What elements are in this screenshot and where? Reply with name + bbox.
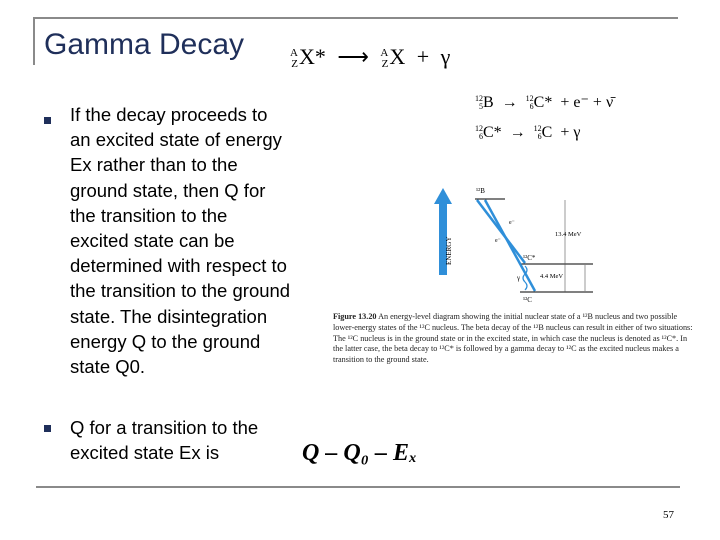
bullet-1-line: energy Q to the ground <box>70 330 261 352</box>
bullet-1-line: ground state, then Q for <box>70 179 266 201</box>
energy-4-4-label: 4.4 MeV <box>540 273 564 280</box>
bullet-marker-2 <box>44 425 51 432</box>
figure-caption <box>333 312 693 366</box>
bullet-text-1 <box>70 102 325 379</box>
energy-13-4-label: 13.4 MeV <box>555 231 582 238</box>
rhs-symbol: X <box>389 44 406 69</box>
bullet-1-line: If the decay proceeds to <box>70 104 268 125</box>
page-number: 57 <box>663 509 674 521</box>
beta-label-1: e⁻ <box>509 220 515 226</box>
rhs-mass: A <box>380 46 389 59</box>
atomic-number: 5 <box>479 102 483 112</box>
nuclide-indices <box>475 95 483 111</box>
nuclide-symbol: C* <box>533 94 553 111</box>
products: + e⁻ + ν̄ <box>560 94 614 111</box>
gamma-label: γ <box>517 274 521 282</box>
rhs-atomic: Z <box>381 57 389 70</box>
bullet-1-line: the transition to the ground <box>70 280 291 302</box>
top-rule <box>33 17 678 19</box>
nuclide-indices <box>534 125 542 141</box>
bullet-1-line: state Q0. <box>70 356 146 378</box>
figure-caption-text: An energy-level diagram showing the initial nuclear state of a ¹²B nucleus and two possible lower-energy states of the ¹²C nucleus. The beta decay of the ¹²B nucleus can result in either of two situations: The ¹²C nucleus is in the ground state or in the excited state, in which case the nucleus is denoted as ¹²C*. In the latter case, the beta decay to ¹²C* is followed by a gamma decay to ¹²C as the excited nucleus makes a transition to the ground state. <box>333 312 693 365</box>
atomic-number: 6 <box>479 132 483 142</box>
nuclide-indices <box>526 95 534 111</box>
nuclide-indices <box>475 125 483 141</box>
gamma-symbol: γ <box>440 44 451 69</box>
bullet-1-line: an excited state of energy <box>70 129 282 151</box>
products: + γ <box>560 124 581 141</box>
mass-number: 12 <box>475 124 483 134</box>
bullet-1-line: excited state can be <box>70 230 235 252</box>
energy-label: ENERGY <box>445 236 453 265</box>
bullet-2-line: Q for a transition to the <box>70 417 259 438</box>
bullet-1-line: state. The disintegration <box>70 305 268 327</box>
rhs-nuclide-indices <box>380 48 388 70</box>
nuclide-symbol: C* <box>483 124 502 141</box>
beta-decay-line-ground <box>485 200 535 291</box>
decay-equation-1 <box>475 92 613 112</box>
mass-number: 12 <box>525 94 534 104</box>
arrow: → <box>501 94 518 111</box>
q-equation: Q – Q₀ – Eₓ <box>302 440 418 466</box>
nuclide-symbol: C <box>541 124 553 141</box>
mass-number: 12 <box>475 94 483 104</box>
mass-number: 12 <box>533 124 542 134</box>
decay-equation-2 <box>475 124 580 142</box>
plus-sign: + <box>416 44 430 69</box>
bullet-1-line: the transition to the <box>70 204 228 226</box>
lhs-symbol: X* <box>298 44 326 69</box>
decay-arrow: ⟶ <box>337 44 369 69</box>
atomic-number: 6 <box>529 102 534 112</box>
left-rule <box>33 17 35 65</box>
bullet-1-line: Ex rather than to the <box>70 154 238 176</box>
energy-level-diagram <box>425 180 605 310</box>
bottom-rule <box>36 486 680 488</box>
lhs-nuclide-indices <box>290 48 298 70</box>
beta-label-2: e⁻ <box>495 238 501 244</box>
bullet-marker-1 <box>44 117 51 124</box>
bullet-1-line: determined with respect to <box>70 255 287 277</box>
arrow: → <box>509 124 526 141</box>
lhs-mass: A <box>290 46 298 59</box>
c12-excited-label: ¹²C* <box>523 254 536 262</box>
bullet-text-2 <box>70 415 300 465</box>
bullet-2-line: excited state Ex is <box>70 442 220 464</box>
slide-title: Gamma Decay <box>44 28 245 61</box>
nuclide-symbol: B <box>483 94 494 111</box>
b12-label: ¹²B <box>476 187 485 195</box>
figure-label: Figure 13.20 <box>333 312 377 321</box>
c12-ground-label: ¹²C <box>523 296 532 304</box>
lhs-atomic: Z <box>291 57 298 70</box>
atomic-number: 6 <box>537 132 542 142</box>
title-equation <box>290 44 450 70</box>
